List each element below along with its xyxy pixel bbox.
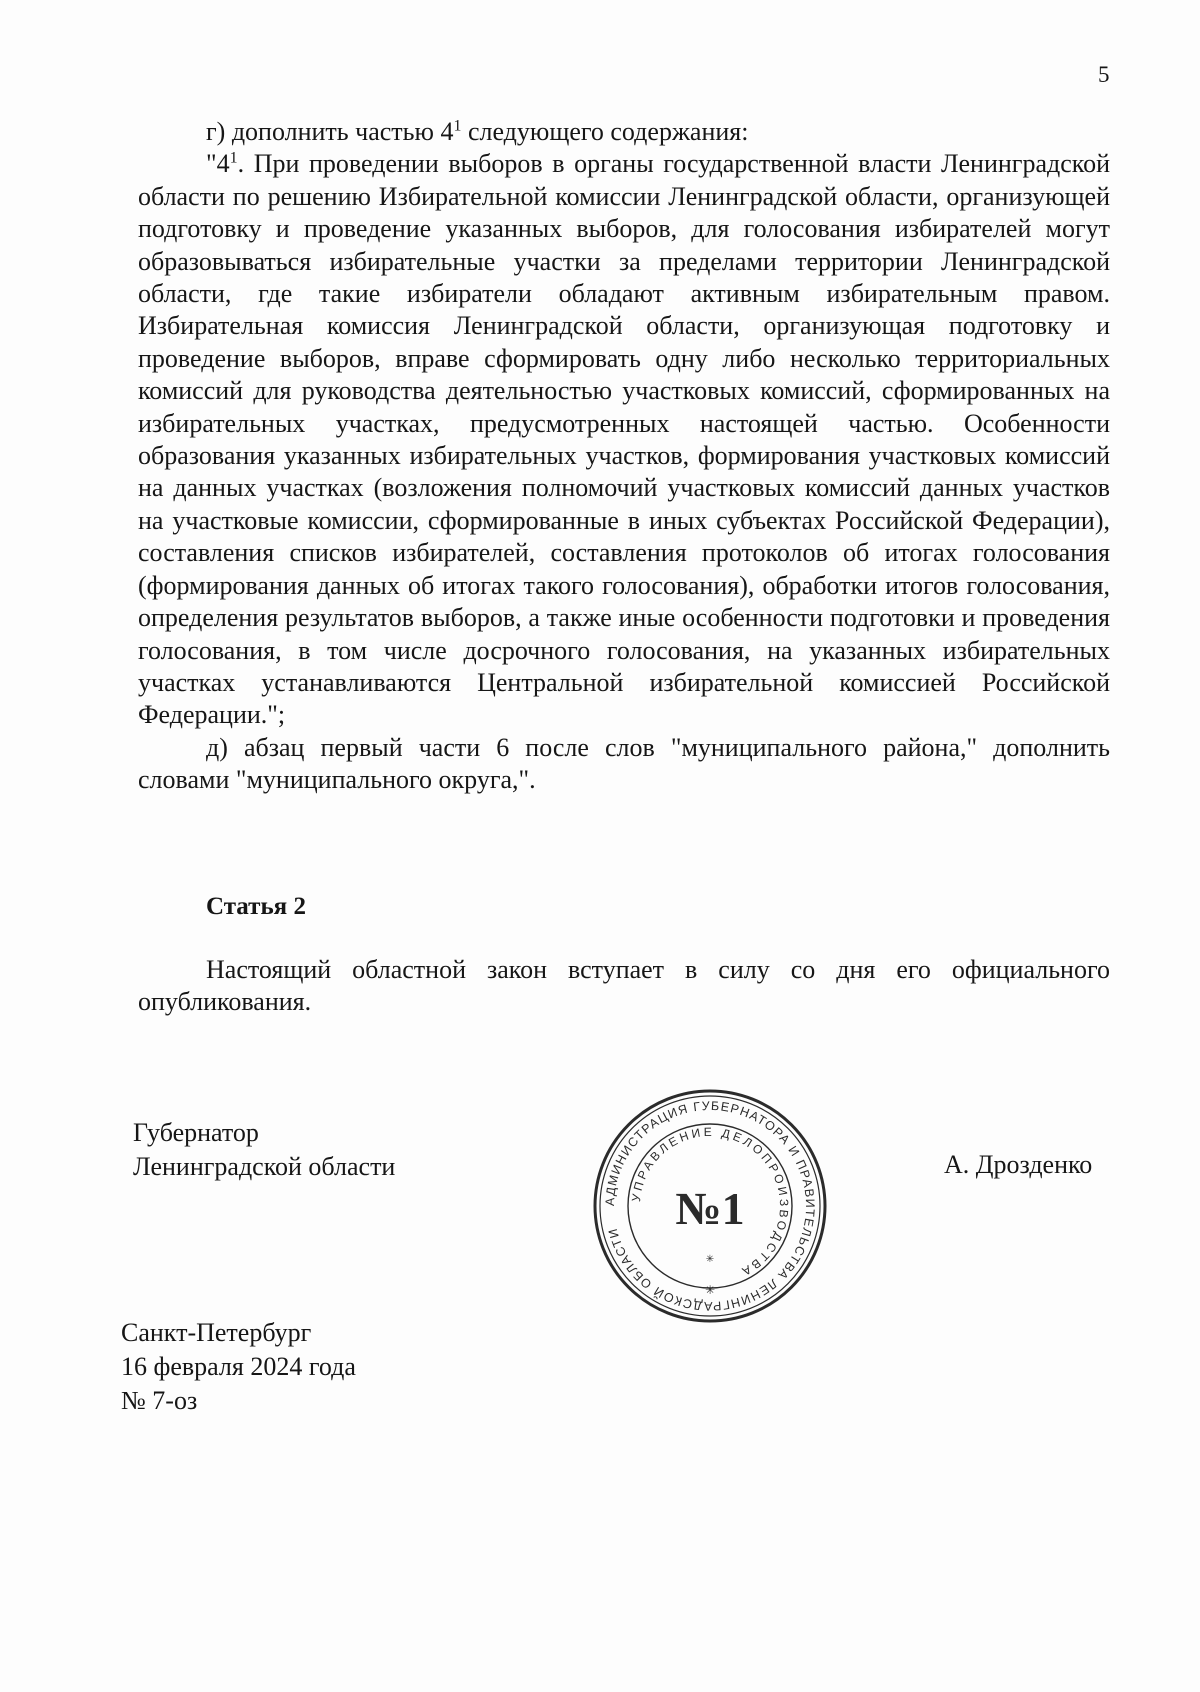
star-icon: ✳: [705, 1254, 715, 1265]
article-body: [138, 954, 1110, 1019]
item-g-intro: г) дополнить частью $4^1$ следующего содержания:: [206, 117, 749, 146]
law-number: № 7-оз: [121, 1386, 198, 1415]
article-title: Статья 2: [206, 893, 306, 920]
signatory-name: А. Дрозденко: [944, 1150, 1093, 1179]
official-stamp: [590, 1086, 830, 1326]
star-icon: ✳: [704, 1283, 716, 1297]
date: 16 февраля 2024 года: [121, 1352, 356, 1381]
city: Санкт-Петербург: [121, 1318, 312, 1347]
item-d-text: д) абзац первый части 6 после слов "муниципального района," дополнить словами "муниципального округа,".: [138, 732, 1110, 795]
stamp-outer-text: АДМИНИСТРАЦИЯ ГУБЕРНАТОРА И ПРАВИТЕЛЬСТВА ЛЕНИНГРАДСКОЙ ОБЛАСТИ: [602, 1098, 818, 1314]
page-number: 5: [1098, 62, 1110, 87]
stamp-inner-text: УПРАВЛЕНИЕ ДЕЛОПРОИЗВОДСТВА: [629, 1124, 792, 1280]
position-line-2: Ленинградской области: [133, 1152, 396, 1181]
adoption-details: [121, 1316, 356, 1418]
position-line-1: Губернатор: [133, 1118, 259, 1147]
article-text: Настоящий областной закон вступает в силу со дня его официального опубликования.: [138, 955, 1110, 1017]
amendment-text: [138, 116, 1110, 797]
stamp-center-number: №1: [675, 1183, 745, 1234]
signatory-position: [133, 1116, 395, 1184]
new-part-text: "$4^1$. При проведении выборов в органы государственной власти Ленинградской области по решению Избирательной комиссии Ленинградской области, организующей подготовку и проведение указанных выборов, для голосования избирателей могут образовываться избирательные участки за пределами территории Ленинградской области, где такие избиратели обладают активным избирательным правом. Избирательная комиссия Ленинградской области, организующая подготовку и проведение выборов, вправе сформировать одну либо несколько территориальных комиссий для руководства деятельностью участковых комиссий, сформированных на избирательных участках, предусмотренных настоящей частью. Особенности образования указанных избирательных участков, формирования участковых комиссий на данных участках (возложения полномочий участковых комиссий данных участков на участковые комиссии, сформированные в иных субъектах Российской Федерации), составления списков избирателей, составления протоколов об итогах голосования (формирования данных об итогах такого голосования), обработки итогов голосования, определения результатов выборов, а также иные особенности подготовки и проведения голосования, в том числе досрочного голосования, на указанных избирательных участках устанавливаются Центральной избирательной комиссией Российской Федерации.";: [138, 149, 1110, 730]
